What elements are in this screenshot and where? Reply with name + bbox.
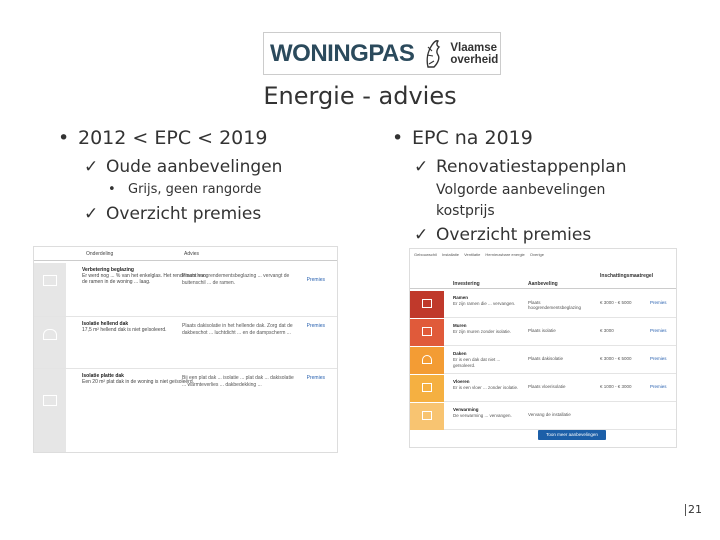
premies-link[interactable]: Premies <box>306 375 325 381</box>
row-cost: € 3000 <box>600 328 614 333</box>
table-row <box>410 319 677 346</box>
row-title: Vloeren <box>453 379 470 384</box>
woningpas-logo <box>263 32 501 75</box>
right-item1-line2: Volgorde aanbevelingen <box>436 182 606 198</box>
flemish-lion-icon <box>422 37 446 71</box>
table-row <box>410 291 677 318</box>
row-action: Plaats dakisolatie <box>528 356 564 361</box>
legend-item: Gebouwschil <box>414 252 437 257</box>
logo-org-line1: Vlaamse <box>450 41 498 54</box>
heating-icon <box>422 411 432 420</box>
logo-org-line2: overheid <box>450 53 499 66</box>
premies-link[interactable]: Premies <box>650 356 667 361</box>
premies-link[interactable]: Premies <box>306 277 325 283</box>
row-description: Er zijn ramen die ... vervangen. <box>453 301 516 306</box>
column-header: Onderdeling <box>86 251 114 257</box>
row-icon-box <box>34 369 66 453</box>
table-row <box>410 403 677 430</box>
bullet-icon: • <box>58 127 70 149</box>
check-icon: ✓ <box>84 204 99 224</box>
check-icon: ✓ <box>84 157 99 177</box>
row-advice: Bij een plat dak ... isolatie ... plat dak ... dakisolatie ... warmteverlies ... dakbedekking ... <box>182 375 294 388</box>
row-action: Vervang de installatie <box>528 412 571 417</box>
legend-item: Installatie <box>442 252 459 257</box>
right-item1-row <box>414 156 626 178</box>
row-icon-box <box>410 319 444 346</box>
column-header: Inschattingsmaatregel <box>600 273 654 279</box>
row-text <box>453 379 523 391</box>
column-header: Investering <box>453 281 480 287</box>
table-row <box>410 375 677 402</box>
row-action: Plaats hoogrendementsbeglazing <box>528 300 582 310</box>
logo-brand-text: WONINGPAS <box>270 39 415 67</box>
row-text <box>453 407 523 419</box>
row-description: Er werd nog ... % van het enkelglas. Het rendement van de ramen in de woning ... laag. <box>82 273 206 285</box>
left-sub1: Grijs, geen rangorde <box>128 182 262 197</box>
page-number: 21 <box>688 503 702 516</box>
row-title: Ramen <box>453 295 469 300</box>
logo-org-text <box>450 42 498 66</box>
left-sub1-row <box>108 181 261 199</box>
row-cost: € 1000 - € 3000 <box>600 384 632 389</box>
row-title: Verwarming <box>453 407 479 412</box>
left-item2-row <box>84 203 261 225</box>
row-icon-box <box>34 263 66 316</box>
old-recommendations-screenshot <box>33 246 338 453</box>
row-text <box>453 351 523 369</box>
row-text <box>453 295 523 307</box>
left-heading-row <box>58 126 267 150</box>
left-heading: 2012 < EPC < 2019 <box>78 127 268 149</box>
row-icon-box <box>410 347 444 374</box>
bullet-icon: • <box>392 127 404 149</box>
row-advice: Plaats dakisolatie in het hellende dak. Zorg dat de dakbeschot ... luchtdicht ... en de dampscherm ... <box>182 323 293 336</box>
table-header <box>34 247 338 261</box>
premies-link[interactable]: Premies <box>306 323 325 329</box>
legend <box>410 249 677 269</box>
show-more-recommendations-button[interactable]: Toon meer aanbevelingen <box>538 430 606 440</box>
row-advice: Plaats hoogrendementsbeglazing ... vervangt de buitenschil ... de ramen. <box>182 273 290 286</box>
table-row <box>34 369 338 453</box>
row-action: Plaats isolatie <box>528 328 556 333</box>
renovation-plan-screenshot <box>409 248 677 448</box>
right-heading: EPC na 2019 <box>412 127 533 149</box>
column-header: Aanbeveling <box>528 281 558 287</box>
row-description: Er zijn muren zonder isolatie. <box>453 329 512 334</box>
table-header <box>410 271 677 289</box>
row-cost: € 3000 - € 5000 <box>600 356 632 361</box>
window-icon <box>422 299 432 308</box>
right-item2-row <box>414 224 591 246</box>
legend-item: Overige <box>529 252 544 257</box>
row-description: 17,5 m² hellend dak is niet geïsoleerd. <box>82 327 167 333</box>
roof-icon <box>43 329 57 340</box>
row-description: Een 20 m² plat dak in de woning is niet geïsoleerd. <box>82 379 195 385</box>
slide-title: Energie - advies <box>263 82 457 110</box>
column-header: Advies <box>184 251 200 257</box>
row-text <box>453 323 523 335</box>
legend-item: Ventilatie <box>464 252 481 257</box>
table-row <box>410 347 677 374</box>
right-item2: Overzicht premies <box>436 225 592 245</box>
row-icon-box <box>410 375 444 402</box>
flat-roof-icon <box>43 395 57 406</box>
row-title: Daken <box>453 351 467 356</box>
check-icon: ✓ <box>414 225 429 245</box>
right-item1-line3: kostprijs <box>436 203 495 219</box>
table-row <box>34 317 338 369</box>
check-icon: ✓ <box>414 157 429 177</box>
premies-link[interactable]: Premies <box>650 384 667 389</box>
row-icon-box <box>34 317 66 368</box>
row-title: Isolatie platte dak <box>82 373 124 379</box>
floor-icon <box>422 383 432 392</box>
bullet-icon: • <box>108 182 116 197</box>
premies-link[interactable]: Premies <box>650 328 667 333</box>
legend-item: Hernieuwbare energie <box>485 252 525 257</box>
left-item1-row <box>84 156 282 178</box>
row-title: Muren <box>453 323 467 328</box>
window-icon <box>43 275 57 286</box>
row-action: Plaats vloerisolatie <box>528 384 566 389</box>
left-item1: Oude aanbevelingen <box>106 157 283 177</box>
wall-icon <box>422 327 432 336</box>
roof-icon <box>422 355 432 364</box>
row-icon-box <box>410 403 444 430</box>
row-icon-box <box>410 291 444 318</box>
table-row <box>34 263 338 317</box>
row-cost: € 3000 - € 5000 <box>600 300 632 305</box>
row-title: Isolatie hellend dak <box>82 321 129 327</box>
row-description: De verwarming ... vervangen. <box>453 413 512 418</box>
premies-link[interactable]: Premies <box>650 300 667 305</box>
row-description: Er is een vloer ... zonder isolatie. <box>453 385 519 390</box>
row-title: Verbetering beglazing <box>82 267 134 273</box>
right-item1: Renovatiestappenplan <box>436 157 627 177</box>
left-item2: Overzicht premies <box>106 204 262 224</box>
right-heading-row <box>392 126 533 150</box>
row-description: Er is een dak dat niet ... geïsoleerd. <box>453 357 501 368</box>
